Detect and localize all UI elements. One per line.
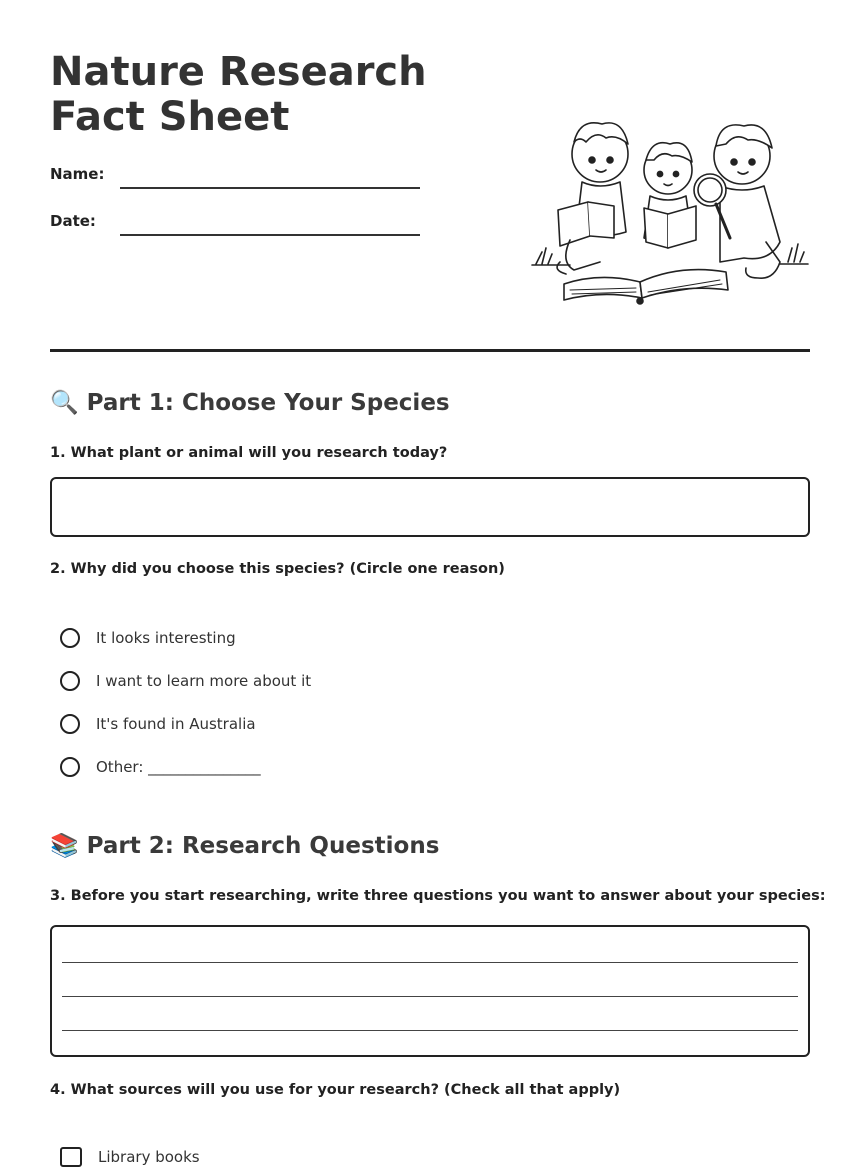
reason-option[interactable] xyxy=(60,625,236,651)
name-field[interactable] xyxy=(120,187,420,189)
books-icon: 📚 xyxy=(50,833,79,859)
name-label: Name: xyxy=(50,165,105,183)
part2-heading xyxy=(50,831,439,861)
radio-circle[interactable] xyxy=(60,628,80,648)
question-3: 3. Before you start researching, write three questions you want to answer about your species: xyxy=(50,888,826,904)
source-option[interactable] xyxy=(60,1144,200,1170)
reason-label: Other: _______________ xyxy=(96,758,261,776)
question-1: 1. What plant or animal will you research today? xyxy=(50,445,448,461)
reason-option[interactable] xyxy=(60,668,311,694)
source-label: Library books xyxy=(98,1148,200,1166)
children-reading-illustration xyxy=(530,112,810,316)
question-2: 2. Why did you choose this species? (Circle one reason) xyxy=(50,561,505,577)
reason-label: It's found in Australia xyxy=(96,715,256,733)
reason-label: I want to learn more about it xyxy=(96,672,312,690)
reason-option[interactable] xyxy=(60,711,256,737)
reason-option[interactable] xyxy=(60,754,261,780)
radio-circle[interactable] xyxy=(60,714,80,734)
writing-line xyxy=(62,996,798,997)
part2-heading-text: Part 2: Research Questions xyxy=(86,833,440,859)
magnifying-glass-icon: 🔍 xyxy=(50,390,79,416)
date-label: Date: xyxy=(50,212,96,230)
question-4: 4. What sources will you use for your research? (Check all that apply) xyxy=(50,1082,621,1098)
page-title: Nature Research Fact Sheet xyxy=(50,49,427,140)
header-divider xyxy=(50,349,810,352)
checkbox[interactable] xyxy=(60,1147,82,1167)
reason-label: It looks interesting xyxy=(96,629,236,647)
date-field[interactable] xyxy=(120,234,420,236)
part1-heading-text: Part 1: Choose Your Species xyxy=(86,390,450,416)
research-questions-box[interactable] xyxy=(50,925,810,1057)
radio-circle[interactable] xyxy=(60,671,80,691)
radio-circle[interactable] xyxy=(60,757,80,777)
writing-line xyxy=(62,962,798,963)
part1-heading xyxy=(50,388,450,418)
species-answer-box[interactable] xyxy=(50,477,810,537)
writing-line xyxy=(62,1030,798,1031)
